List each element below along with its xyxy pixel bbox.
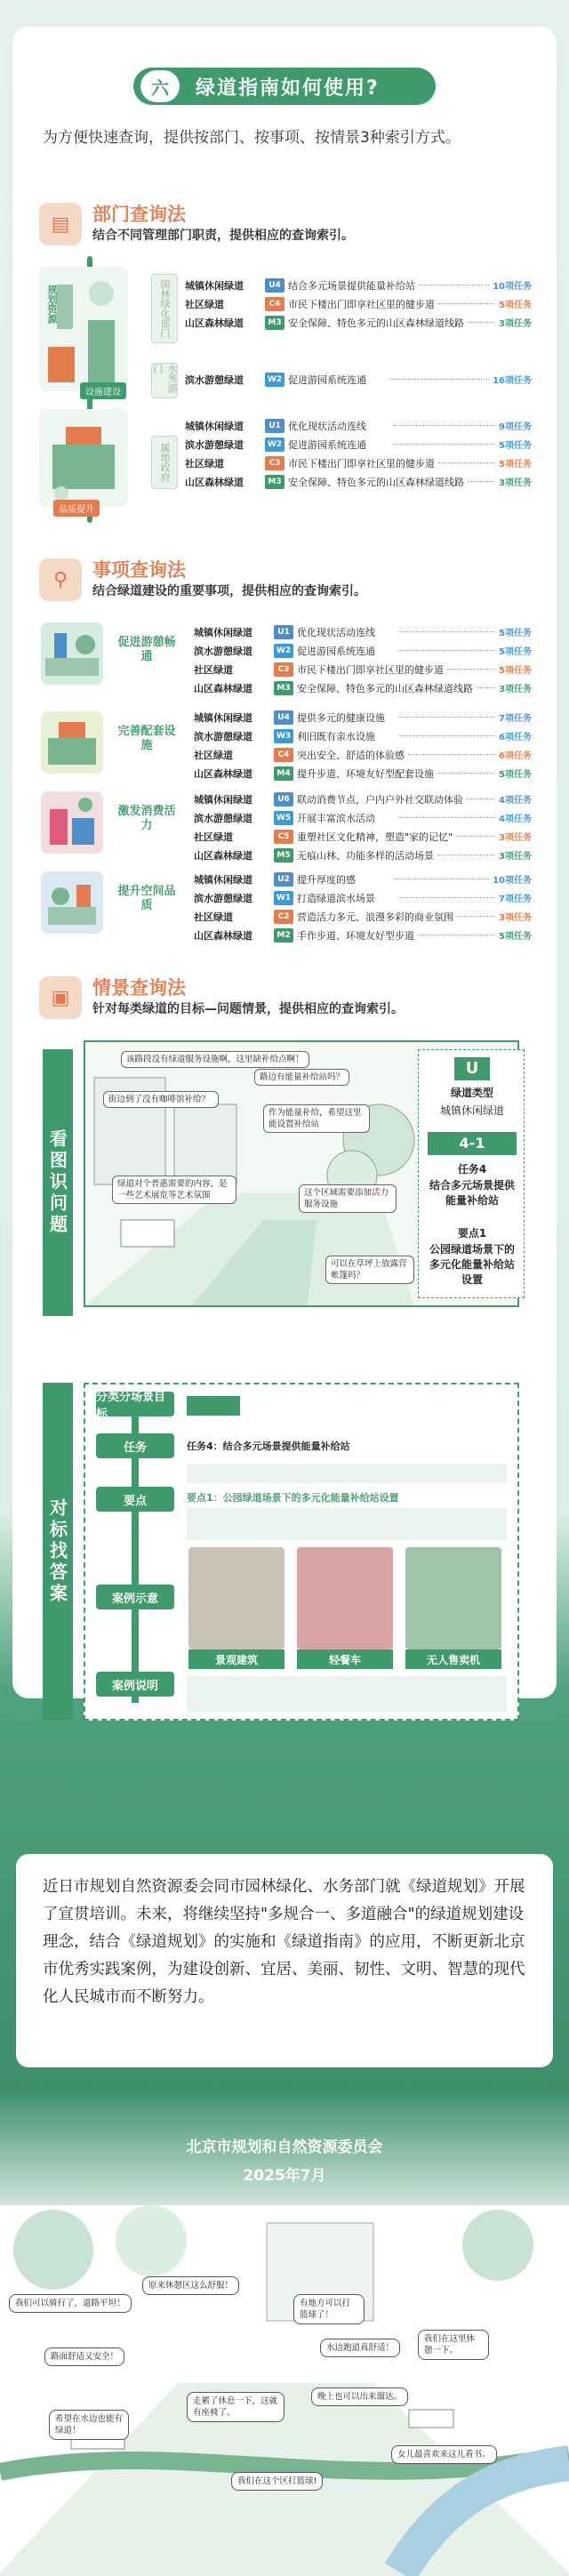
- code-badge: U1: [265, 419, 284, 433]
- point-line: 要点1：公园绿道场景下的多元化能量补给站设置: [187, 1492, 399, 1504]
- answer-label-point: 要点: [96, 1487, 174, 1512]
- answer-label-task: 任务: [96, 1433, 174, 1458]
- code-badge: U1: [274, 625, 293, 639]
- code-badge: M4: [274, 766, 293, 781]
- dept-illustration-bottom: [39, 409, 128, 507]
- list-item: 社区绿道 C3 市民下楼出门即享社区里的健步道 5项任务: [185, 457, 532, 469]
- code-badge: M2: [274, 928, 293, 943]
- list-item: 滨水游憩绿道 W1 打造绿道滨水场景 7项任务: [194, 892, 532, 904]
- code-badge: U4: [274, 710, 293, 725]
- point-detail-block: [187, 1508, 507, 1540]
- list-item: 山区森林绿道 M4 提升步道、环境友好型配套设施 5项任务: [194, 767, 532, 780]
- matter-list-1: [194, 622, 532, 697]
- dept-query-title: 部门查询法: [92, 204, 186, 225]
- dept-group2-list: [185, 370, 532, 389]
- list-item: 滨水游憩绿道 W3 利旧既有亲水设施 6项任务: [194, 730, 532, 742]
- bottom-bubble-3: 原来休憩区这么舒服！: [142, 2276, 239, 2295]
- signature-date: 2025年7月: [243, 2167, 326, 2185]
- list-item: 城镇休闲绿道 U1 优化现状活动连线 9项任务: [185, 420, 532, 432]
- code-badge: C4: [265, 297, 284, 311]
- bottom-bubble-10: 女儿最喜欢来这儿看书。: [391, 2445, 497, 2464]
- closing-paragraph: 近日市规划自然资源委会同市园林绿化、水务部门就《绿道规划》开展了宣贯培训。未来，将继续坚持"多规合一、多道融合"的绿道规划建设理念，结合《绿道规划》的实施和《绿道指南》的应用，不断更新北京市优秀实践案例，为建设创新、宜居、美丽、韧性、文明、智慧的现代化人民城市而不断努力。: [16, 1854, 553, 2067]
- code-badge: C5: [274, 830, 293, 844]
- list-item: 城镇休闲绿道 U2 提升厚度的感 10项任务: [194, 873, 533, 886]
- scene-bubble-3: 路边有能量补给站吗？: [254, 1069, 349, 1086]
- bottom-illustration: [0, 2205, 569, 2572]
- list-item: 滨水游憩绿道 W2 促进游园系统连通 5项任务: [194, 645, 532, 657]
- list-item: 社区绿道 C4 突出安全、舒适的体验感 6项任务: [194, 749, 532, 761]
- task-label: 任务4: [457, 1163, 487, 1176]
- list-item: 滨水游憩绿道 W5 开展丰富滨水活动 4项任务: [194, 812, 532, 824]
- building-icon: ▤: [39, 203, 82, 245]
- code-badge: W1: [274, 891, 293, 905]
- signature-org: 北京市规划和自然资源委员会: [186, 2139, 383, 2156]
- matter-image-4: [41, 871, 103, 934]
- answer-label-note: 案例说明: [96, 1672, 174, 1697]
- matter-query-title: 事项查询法: [92, 559, 186, 581]
- scene-bubble-4: 作为能量补给，希望这里能设置补给站: [263, 1104, 370, 1133]
- bottom-bubble-5: 水边跑道真舒适！: [320, 2339, 400, 2357]
- matter-image-3: [41, 791, 103, 854]
- code-badge: C2: [274, 910, 293, 924]
- scene-bubble-2: 街边到了没有咖啡馆补给？: [103, 1091, 219, 1108]
- matter-image-2: [41, 711, 103, 774]
- code-badge: C3: [274, 662, 293, 677]
- code-badge: U4: [265, 278, 284, 293]
- code-badge: U2: [274, 872, 293, 887]
- tag-quality: 品质提升: [53, 500, 100, 517]
- list-item: 社区绿道 C3 市民下楼出门即享社区里的健步道 5项任务: [194, 663, 532, 676]
- list-item: 山区森林绿道 M2 手作步道、环境友好型步道 5项任务: [194, 929, 532, 942]
- point-label: 要点1: [457, 1227, 487, 1240]
- case-image-1: [188, 1547, 284, 1649]
- case-image-2: [297, 1547, 393, 1649]
- list-item: 城镇休闲绿道 U6 联动消费节点，户内户外社交联动体验 4项任务: [194, 793, 532, 806]
- matter-label-1: 促进游憩畅通: [117, 636, 176, 663]
- tab-see-problem: 看图识问题: [43, 1049, 73, 1316]
- matter-label-4: 提升空间品质: [117, 885, 176, 912]
- task-desc: 结合多元场景提供能量补给站: [429, 1179, 515, 1207]
- list-item: 社区绿道 C5 重塑社区文化精神，塑造"家的记忆" 3项任务: [194, 831, 532, 843]
- code-badge: M5: [274, 848, 293, 863]
- bottom-bubble-2: 路面舒适又安全！: [44, 2347, 124, 2366]
- matter-query-desc: 结合绿道建设的重要事项，提供相应的查询索引。: [92, 584, 366, 598]
- bottom-bubble-11: 我们在这个区打篮球!: [231, 2472, 323, 2491]
- code-badge: W2: [274, 644, 293, 658]
- intro-text: 为方便快速查询，提供按部门、按事项、按情景3种索引方式。: [43, 129, 461, 147]
- answer-label-goal: 分类分场景目标: [96, 1392, 174, 1416]
- matter-label-2: 完善配套设施: [117, 725, 176, 752]
- goal-badge: [187, 1396, 240, 1416]
- bottom-bubble-8: 晚上也可以出来溜达。: [311, 2387, 408, 2406]
- bottom-bubble-1: 我们可以骑行了，道路平坦！: [9, 2294, 132, 2313]
- list-item: 社区绿道 C2 营造活力多元、浪漫多彩的商业氛围 3项任务: [194, 911, 532, 923]
- list-item: 城镇休闲绿道 U4 提供多元的健康设施 7项任务: [194, 711, 532, 724]
- code-badge: W2: [265, 373, 284, 387]
- scene-query-title: 情景查询法: [92, 977, 186, 999]
- matter-list-4: [194, 870, 532, 944]
- bottom-bubble-7: 走累了休息一下，这就有座椅了。: [187, 2392, 284, 2422]
- scene-bubble-5: 绿道对个普惠需要的内容，是一些艺术展览等艺术氛围: [112, 1176, 236, 1204]
- case-image-3: [405, 1547, 501, 1649]
- list-item: 滨水游憩绿道 W2 促进游园系统连通 5项任务: [185, 438, 532, 451]
- scene-bubble-7: 可以在草坪上放露营帐篷吗？: [325, 1256, 414, 1284]
- task-detail-block: [187, 1464, 507, 1483]
- task-line: 任务4：结合多元场景提供能量补给站: [187, 1440, 350, 1452]
- list-item: 滨水游憩绿道 W2 促进游园系统连通 16项任务: [185, 373, 533, 386]
- scene-query-desc: 针对每类绿道的目标—问题情景，提供相应的查询索引。: [92, 1002, 404, 1016]
- case-label-2: 轻餐车: [297, 1649, 393, 1669]
- section-number: 六: [140, 70, 180, 102]
- dept-label-local: 属地政府: [151, 436, 178, 489]
- matter-image-1: [41, 622, 103, 685]
- code-badge: W5: [274, 811, 293, 825]
- dept-query-header: [39, 203, 354, 245]
- dept-label-parks: 园林绿化部门: [151, 274, 178, 343]
- case-note-block: [187, 1676, 507, 1712]
- section-title: 绿道指南如何使用?: [196, 76, 380, 100]
- dept-label-water: 水务部门: [151, 363, 178, 398]
- list-item: 山区森林绿道 M3 安全保障、特色多元的山区森林绿道线路 3项任务: [194, 682, 532, 694]
- code-badge: M3: [265, 316, 284, 330]
- bottom-bubble-9: 我们在这里休憩一下。: [418, 2330, 489, 2360]
- type-label: 绿道类型: [450, 1087, 493, 1099]
- code-badge: C3: [265, 456, 284, 470]
- list-item: 山区森林绿道 M3 安全保障、特色多元的山区森林绿道线路 3项任务: [185, 317, 532, 329]
- scene-bubble-1: 该路段没有绿道服务设施啊，这里缺补给点啊！: [121, 1051, 309, 1068]
- code-badge: U6: [274, 792, 293, 807]
- list-item: 山区森林绿道 M5 无痕山林、功能多样的活动场景 3项任务: [194, 849, 532, 862]
- list-item: 社区绿道 C4 市民下楼出门即享社区里的健步道 5项任务: [185, 298, 532, 310]
- scene-bubble-6: 这个区域需要添加活力服务设施: [299, 1184, 397, 1213]
- section-header: [133, 68, 436, 105]
- type-badge: U: [454, 1057, 490, 1080]
- bottom-bubble-4: 希望在水边也能有绿道！: [49, 2410, 129, 2440]
- tag-facility: 设施建设: [80, 382, 126, 399]
- bottom-bubble-6: 有地方可以打篮球了！: [293, 2294, 365, 2324]
- dept-group3-list: [185, 416, 532, 491]
- list-item: 山区森林绿道 M3 安全保障、特色多元的山区森林绿道线路 3项任务: [185, 476, 532, 488]
- scene-query-header: [39, 976, 404, 1019]
- code-badge: M3: [274, 681, 293, 695]
- list-item: 城镇休闲绿道 U4 结合多元场景提供能量补给站 10项任务: [185, 279, 532, 292]
- code-badge: M3: [265, 475, 284, 489]
- task-badge: 4-1: [428, 1132, 517, 1155]
- search-doc-icon: ⚲: [39, 558, 82, 601]
- dept-group1-list: [185, 276, 532, 332]
- answer-label-case: 案例示意: [96, 1585, 174, 1609]
- case-label-1: 景观建筑: [188, 1649, 284, 1669]
- matter-list-3: [194, 790, 532, 864]
- list-item: 城镇休闲绿道 U1 优化现状活动连线 5项任务: [194, 626, 532, 638]
- dept-label-planning: 规划资源: [46, 285, 58, 324]
- case-label-3: 无人售卖机: [405, 1649, 501, 1669]
- type-value: 城镇休闲绿道: [439, 1104, 504, 1117]
- dept-query-desc: 结合不同管理部门职责，提供相应的查询索引。: [92, 229, 354, 243]
- point-desc: 公园绿道场景下的多元化能量补给站设置: [429, 1243, 515, 1286]
- code-badge: C4: [274, 748, 293, 762]
- picture-icon: ▣: [39, 976, 82, 1019]
- matter-label-3: 激发消费活力: [117, 805, 176, 832]
- matter-query-header: [39, 558, 366, 601]
- tab-find-answer: 对标找答案: [43, 1383, 73, 1721]
- code-badge: W3: [274, 729, 293, 743]
- matter-list-2: [194, 708, 532, 782]
- code-badge: W2: [265, 437, 284, 452]
- scene-index-panel: [418, 1049, 525, 1298]
